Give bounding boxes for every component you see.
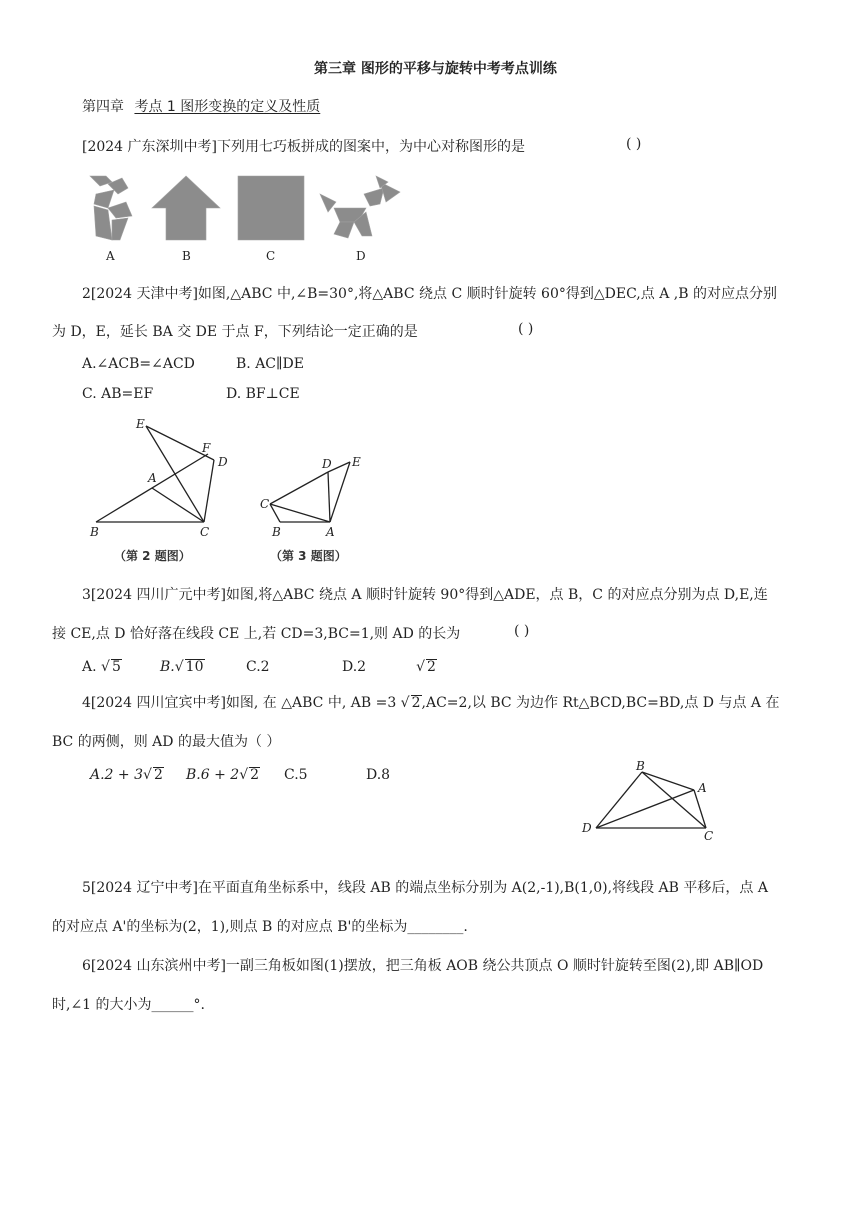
question-2-paren: ( ) [518,321,534,337]
section-heading [82,96,320,116]
question-4-option-c: C.5 [284,767,308,783]
tangram-label-a: A [106,249,115,263]
tangram-d-piece [334,222,354,238]
tangram-label-d: D [356,249,366,263]
q2-point-f: F [202,441,211,455]
question-3-option-b: B.√ 10 [160,659,204,675]
question-2-line1: 2[2024 天津中考]如图,△ABC 中,∠B=30°,将△ABC 绕点 C 顺时针旋转 60°得到△DEC,点 A ,B 的对应点分别 [82,286,777,302]
q2-point-b: B [90,525,99,539]
q2-point-e: E [136,417,145,431]
tangram-a-piece [94,190,114,208]
tangram-d-piece [320,194,336,212]
radicand: 10 [185,659,204,675]
question-2-option-c: C. AB=EF [82,386,154,402]
q2-point-a: A [148,471,157,485]
page-title: 第三章 图形的平移与旋转中考考点训练 [314,61,557,77]
q2-point-c: C [200,525,210,539]
q4-point-a: A [698,781,707,795]
question-6-line2: 时,∠1 的大小为______°. [52,997,205,1013]
question-4-line2: BC 的两侧，则 AD 的最大值为（ ） [52,734,281,750]
q3-point-d: D [322,457,332,471]
radicand: 2 [250,767,260,783]
question-3-option-c: C.2 [246,659,270,675]
question-2-figure [84,412,254,572]
tangram-label-b: B [182,249,191,263]
question-2-option-d: D. BF⊥CE [226,386,300,402]
question-4-option-d: D.8 [366,767,391,783]
question-5-line1: 5[2024 辽宁中考]在平面直角坐标系中，线段 AB 的端点坐标分别为 A(2,-1),B(1,0),将线段 AB 平移后，点 A [82,880,768,896]
question-1-paren: ( ) [626,136,642,152]
question-5-line2: 的对应点 A'的坐标为(2，1),则点 B 的对应点 B'的坐标为________. [52,919,468,935]
section-topic: 考点 1 图形变换的定义及性质 [134,99,321,115]
tangram-a-piece [112,218,128,240]
q4-point-c: C [704,829,714,842]
tangram-c-piece [238,176,304,240]
question-3-line2: 接 CE,点 D 恰好落在线段 CE 上,若 CD=3,BC=1,则 AD 的长为 [52,626,461,642]
question-3-line1: 3[2024 四川广元中考]如图,将△ABC 绕点 A 顺时针旋转 90°得到△ADE，点 B，C 的对应点分别为点 D,E,连 [82,587,768,603]
radicand: 2 [153,767,163,783]
q4-point-b: B [636,759,645,773]
question-1-stem: [2024 广东深圳中考]下列用七巧板拼成的图案中，为中心对称图形的是 [82,139,526,155]
question-3-option-d: D.2 √ 2 [342,659,436,675]
q3-point-e: E [352,455,361,469]
tangram-figures [86,172,408,264]
question-6-line1: 6[2024 山东滨州中考]一副三角板如图(1)摆放，把三角板 AOB 绕公共顶点 O 顺时针旋转至图(2),即 AB∥OD [82,958,764,974]
q3-point-b: B [272,525,281,539]
question-3-option-a: A. √ 5 [82,659,121,675]
tangram-a-piece [94,206,112,240]
q2-point-d: D [218,455,228,469]
question-2-option-b: B. AC∥DE [236,356,304,372]
question-4-option-a: A.2 + 3√ 2 [90,767,163,783]
tangram-d-piece [364,188,384,206]
q4-point-d: D [582,821,592,835]
section-chapter: 第四章 [82,99,124,115]
tangram-a-piece [108,202,132,218]
tangram-label-c: C [266,249,276,263]
question-2-option-a: A.∠ACB=∠ACD [82,356,195,372]
question-3-paren: ( ) [514,623,530,639]
question-4-option-b: B.6 + 2√ 2 [186,767,260,783]
question-2-figure-caption: （第 2 题图） [114,549,191,563]
question-2-line2: 为 D，E，延长 BA 交 DE 于点 F，下列结论一定正确的是 [52,324,418,340]
tangram-b-piece [152,176,220,240]
question-4-figure [578,758,718,842]
radicand: 2 [411,695,421,711]
radicand: 5 [111,659,121,675]
question-4-line1: 4[2024 四川宜宾中考]如图, 在 △ABC 中, AB =3 √ 2,AC=2,以 BC 为边作 Rt△BCD,BC=BD,点 D 与点 A 在 [82,695,780,711]
q3-point-c: C [260,497,270,511]
q3-point-a: A [326,525,335,539]
question-3-figure [256,452,366,572]
question-3-figure-caption: （第 3 题图） [270,549,347,563]
radicand: 2 [427,659,436,675]
